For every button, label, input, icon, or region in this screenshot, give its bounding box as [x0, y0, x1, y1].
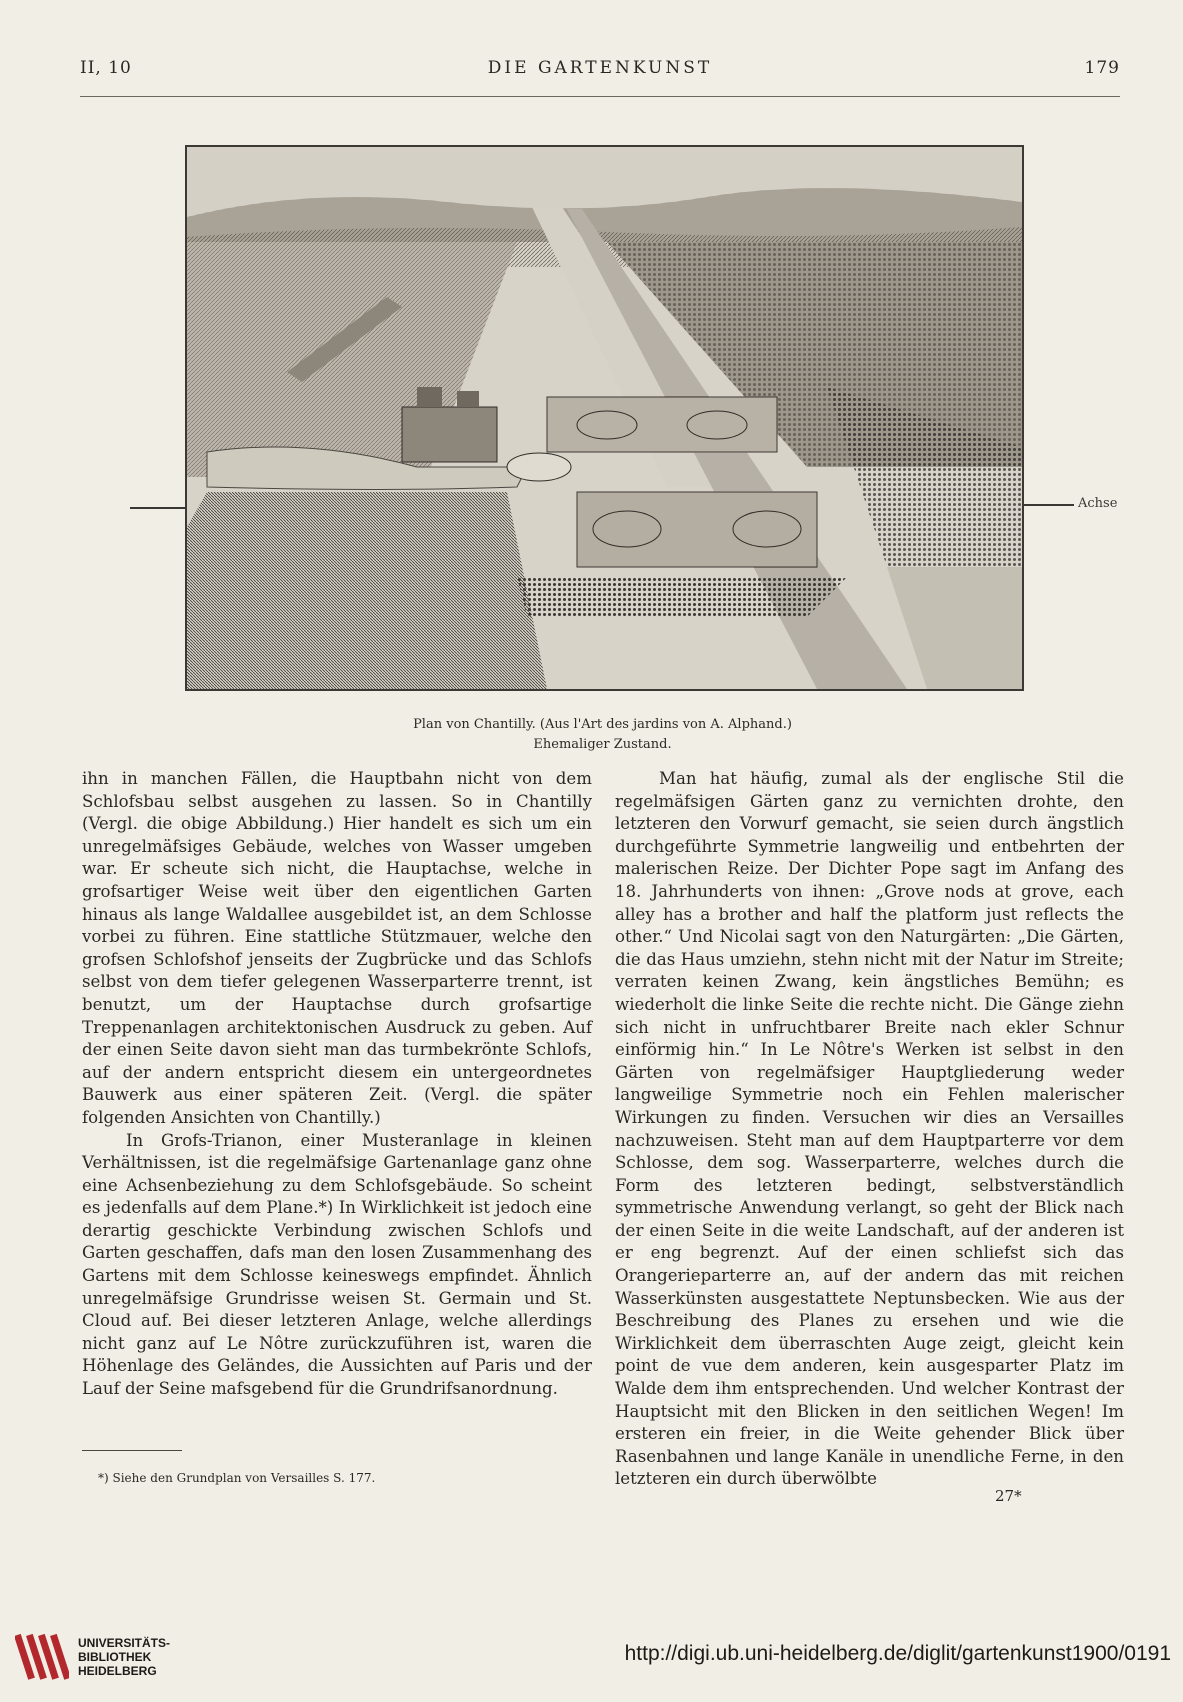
header-rule — [80, 96, 1120, 97]
footnote-rule — [82, 1450, 182, 1451]
left-column — [82, 768, 592, 1401]
right-paragraph-1: Man hat häufig, zumal als der englische Stil die regelmäfsigen Gärten ganz zu vernichten drohte, den letzteren den Vorwurf gemacht, sie seien durch ängstlich durchgeführte Symmetrie langweilig und entbehrten der malerischen Reize. Der Dichter Pope sagt im Anfang des 18. Jahrhunderts von ihnen: „Grove nods at grove, each alley has a brother and half the platform just reflects the other.“ Und Nicolai sagt von den Naturgärten: „Die Gärten, die das Haus umziehn, stehn nicht mit der Natur im Streite; verraten keinen Zwang, kein ängstliches Bemühn; es wiederholt die linke Seite die rechte nicht. Die Gänge ziehn sich nicht in unfruchtbarer Breite nach ekler Schnur einförmig hin.“ In Le Nôtre's Werken ist selbst in den Gärten von regelmäfsiger Hauptgliederung weder langweilige Symmetrie noch ein Fehlen malerischer Wirkungen zu finden. Versuchen wir dies an Versailles nachzuweisen. Steht man auf dem Hauptparterre vor dem Schlosse, dem sog. Wasserparterre, welches durch die Form des letzteren bedingt, selbstverständlich symmetrische Anwendung verlangt, so geht der Blick nach der einen Seite in die weite Landschaft, auf der anderen ist er eng begrenzt. Auf der einen schliefst sich das Orangerieparterre an, auf der andern das mit reichen Wasserkünsten ausgestattete Neptunsbecken. Wie aus der Beschreibung des Planes zu ersehen und wie die Wirklichkeit dem überraschten Auge zeigt, gleicht kein point de vue dem anderen, kein ausgesparter Platz im Walde dem ihm entsprechenden. Und welcher Kontrast der Hauptsicht mit den Blicken in den seitlichen Wegen! Im ersteren ein freier, in die Weite gehender Blick über Rasenbahnen und lange Kanäle in unendliche Ferne, in den letzteren ein durch überwölbte — [615, 769, 1124, 1489]
running-header — [80, 58, 1120, 88]
axis-marker-left — [130, 507, 185, 509]
library-name — [78, 1636, 170, 1678]
library-line-1: UNIVERSITÄTS- — [78, 1636, 171, 1650]
figure-subcaption: Ehemaliger Zustand. — [533, 737, 672, 752]
university-library-logo-icon — [15, 1630, 69, 1684]
chantilly-plan-illustration — [185, 145, 1024, 691]
signature-mark: 27* — [995, 1487, 1022, 1505]
source-url-link[interactable]: http://digi.ub.uni-heidelberg.de/diglit/gartenkunst1900/0191 — [624, 1642, 1171, 1665]
library-line-3: HEIDELBERG — [78, 1664, 157, 1678]
axis-marker-right — [1022, 504, 1074, 506]
left-paragraph-1: ihn in manchen Fällen, die Hauptbahn nicht von dem Schlofsbau selbst ausgehen zu lassen. So in Chantilly (Vergl. die obige Abbildung.) Hier handelt es sich um ein unregelmäfsiges Gebäude, welches von Wasser umgeben war. Er scheute sich nicht, die Hauptachse, welche in grofsartiger Weise weit über den eigentlichen Garten hinaus als lange Waldallee ausgebildet ist, an dem Schlosse vorbei zu führen. Eine stattliche Stützmauer, welche den grofsen Schlofshof jenseits der Zugbrücke und das Schlofs selbst von dem tiefer gelegenen Wasserparterre trennt, ist benutzt, um der Hauptachse durch grofsartige Treppenanlagen architektonischen Ausdruck zu geben. Auf der einen Seite davon sieht man das turmbekrönte Schlofs, auf der andern entspricht diesem ein untergeordnetes Bauwerk aus einer späteren Zeit. (Vergl. die später folgenden Ansichten von Chantilly.) — [82, 769, 592, 1127]
footnote: *) Siehe den Grundplan von Versailles S. 177. — [98, 1471, 376, 1485]
figure-caption: Plan von Chantilly. (Aus l'Art des jardins von A. Alphand.) — [413, 717, 792, 732]
axis-label: Achse — [1078, 496, 1118, 511]
page-number: 179 — [1084, 58, 1120, 78]
left-paragraph-2: In Grofs-Trianon, einer Musteranlage in kleinen Verhältnissen, ist die regelmäfsige Gartenanlage ganz ohne eine Achsenbeziehung zu dem Schlofsgebäude. So scheint es jedenfalls auf dem Plane.*) In Wirklichkeit ist jedoch eine derartig geschickte Verbindung zwischen Schlofs und Garten geschaffen, dafs man den losen Zusammenhang des Gartens mit dem Schlosse keineswegs empfindet. Ähnlich unregelmäfsige Grundrisse weisen St. Germain und St. Cloud auf. Bei dieser letzteren Anlage, welche allerdings nicht ganz auf Le Nôtre zurückzuführen ist, waren die Höhenlage des Geländes, die Aussichten auf Paris und der Lauf der Seine mafsgebend für die Grundrifsanordnung. — [82, 1130, 592, 1399]
garden-engraving — [187, 147, 1022, 689]
journal-title: DIE GARTENKUNST — [487, 58, 713, 78]
library-line-2: BIBLIOTHEK — [78, 1650, 152, 1664]
library-footer — [0, 1612, 1183, 1702]
right-column — [615, 768, 1124, 1491]
volume-number: II, 10 — [80, 58, 132, 78]
